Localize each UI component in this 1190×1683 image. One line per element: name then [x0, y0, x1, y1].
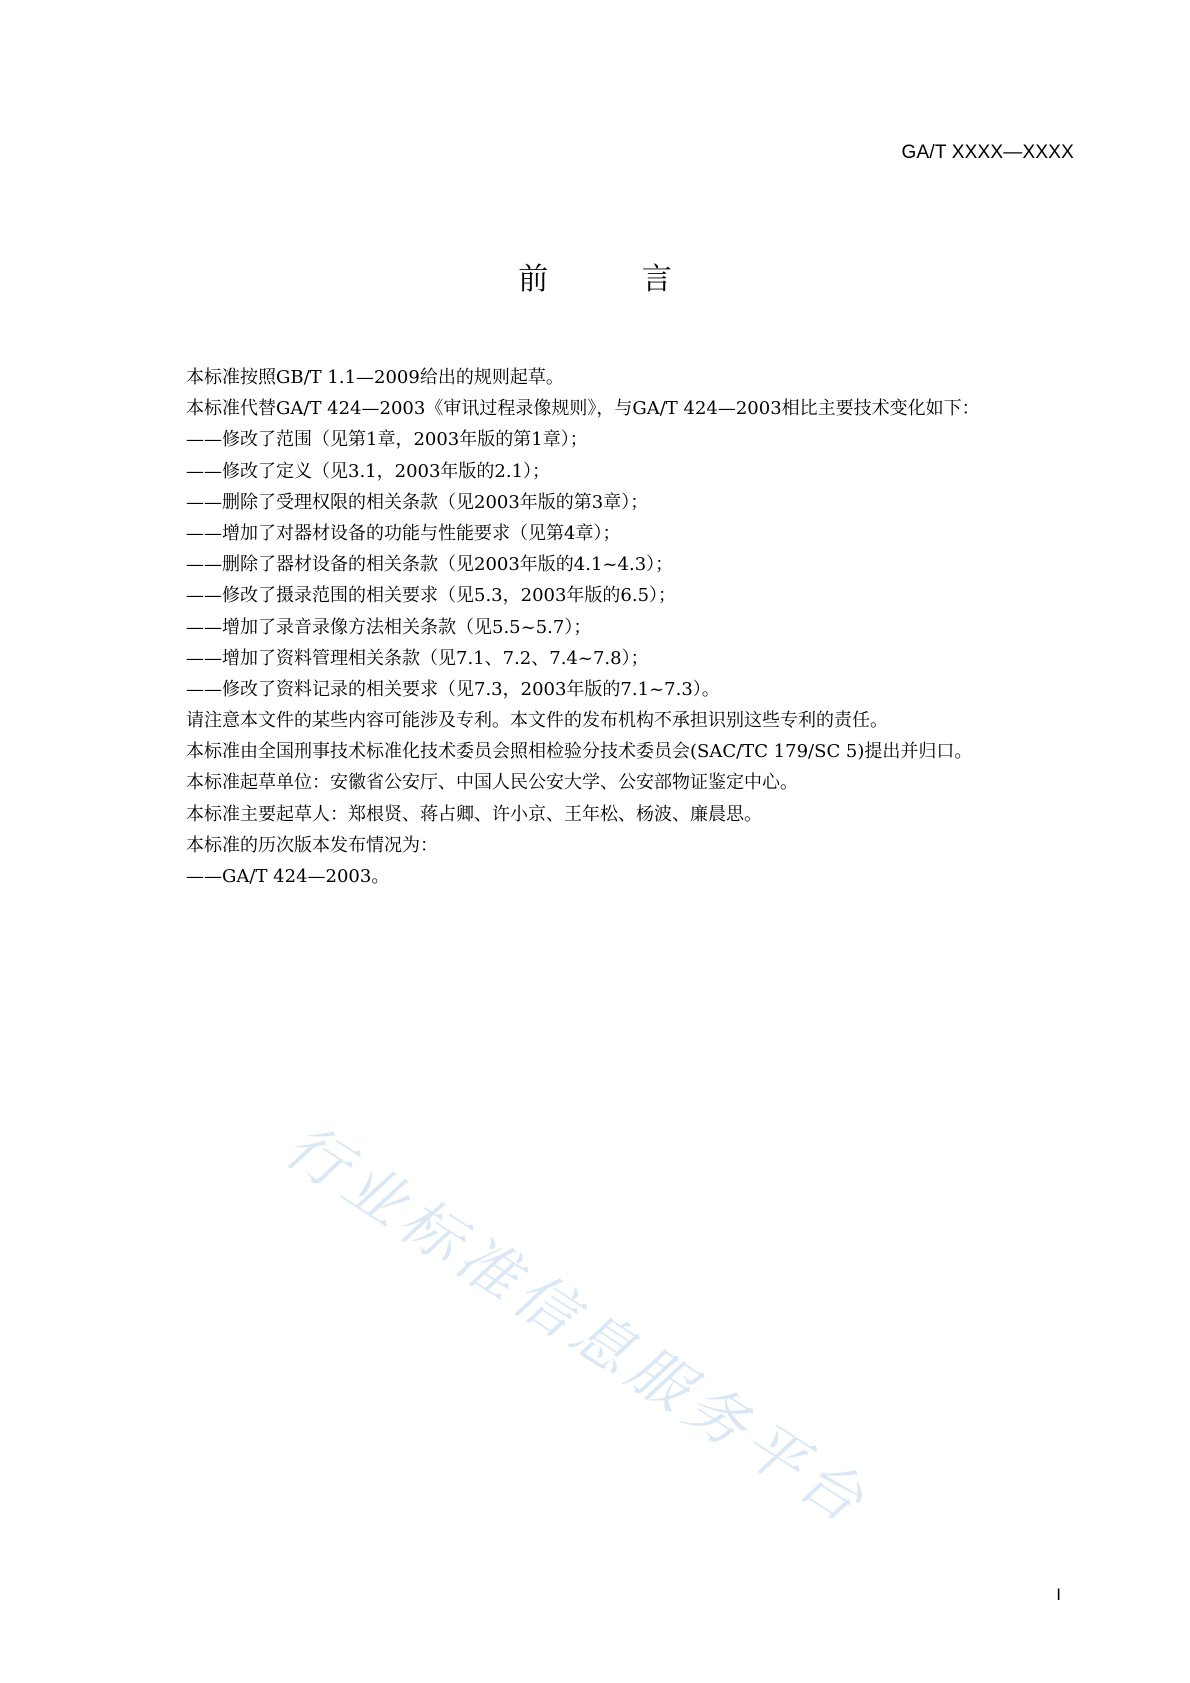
- patent-notice: 请注意本文件的某些内容可能涉及专利。本文件的发布机构不承担识别这些专利的责任。: [186, 710, 888, 732]
- preface-body: [186, 362, 1086, 892]
- watermark-text: 行业标准信息服务平台: [272, 1110, 882, 1540]
- change-item: ——修改了范围（见第1章，2003年版的第1章）；: [186, 429, 588, 451]
- change-item: ——删除了受理权限的相关条款（见2003年版的第3章）；: [186, 491, 649, 513]
- page-number: I: [1056, 1585, 1061, 1604]
- proposer-line: 本标准由全国刑事技术标准化技术委员会照相检验分技术委员会(SAC/TC 179/SC 5)提出并归口。: [186, 741, 973, 763]
- change-item: ——修改了定义（见3.1，2003年版的2.1）；: [186, 460, 551, 482]
- change-item: ——修改了资料记录的相关要求（见7.3，2003年版的7.1~7.3）。: [186, 678, 720, 700]
- change-item: ——增加了录音录像方法相关条款（见5.5~5.7）；: [186, 616, 592, 638]
- history-item: ——GA/T 424—2003。: [186, 866, 390, 887]
- drafters-line: 本标准主要起草人：郑根贤、蒋占卿、许小京、王年松、杨波、廉晨思。: [186, 803, 762, 825]
- change-item: ——增加了对器材设备的功能与性能要求（见第4章）；: [186, 522, 621, 544]
- body-line: 本标准按照GB/T 1.1—2009给出的规则起草。: [186, 367, 564, 388]
- drafting-units-line: 本标准起草单位：安徽省公安厅、中国人民公安大学、公安部物证鉴定中心。: [186, 772, 798, 794]
- document-code: GA/T XXXX—XXXX: [901, 142, 1074, 163]
- change-item: ——删除了器材设备的相关条款（见2003年版的4.1~4.3）；: [186, 554, 674, 576]
- body-line: 本标准代替GA/T 424—2003《审讯过程录像规则》，与GA/T 424—2003相比主要技术变化如下：: [186, 398, 980, 420]
- history-heading: 本标准的历次版本发布情况为：: [186, 834, 438, 856]
- preface-title: 前 言: [518, 262, 714, 297]
- change-item: ——修改了摄录范围的相关要求（见5.3，2003年版的6.5）；: [186, 585, 677, 607]
- change-item: ——增加了资料管理相关条款（见7.1、7.2、7.4~7.8）；: [186, 647, 649, 669]
